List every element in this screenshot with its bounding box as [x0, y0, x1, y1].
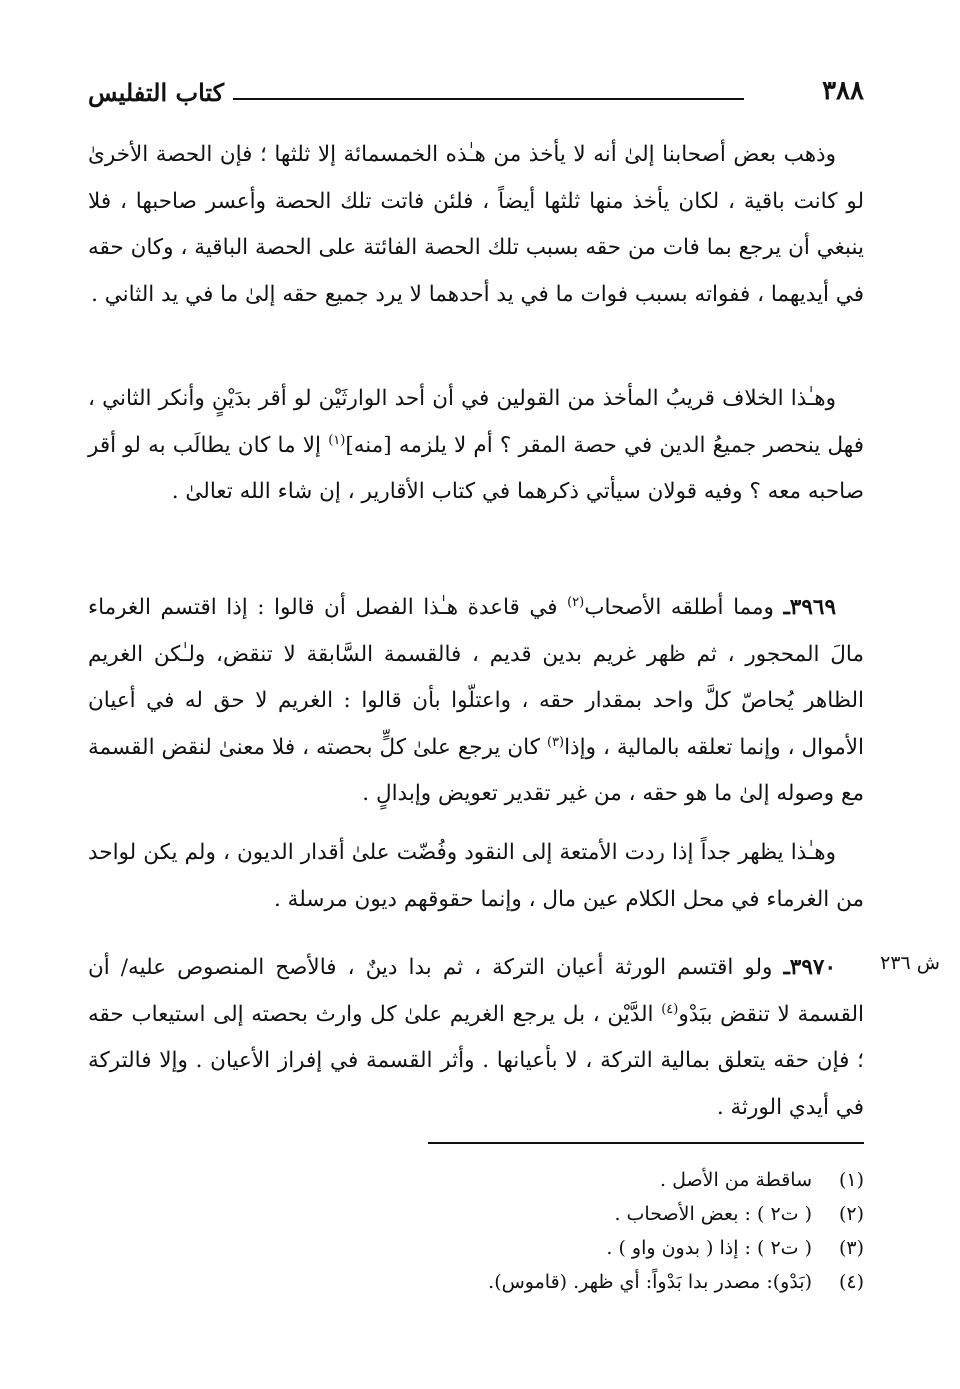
footnote-item	[300, 1231, 864, 1265]
paragraph-text: الدَّيْن ، بل يرجع الغريم علىٰ كل وارث بحصته إلى استيعاب حقه ؛ فإن حقه يتعلق بمالية التركة ، لا بأعيانها . وأثر القسمة في إفراز الأعيان . وإلا فالتركة في أيدي الورثة .	[88, 1001, 864, 1120]
footnote-number: (٤)	[838, 1271, 864, 1293]
footnote-text: ( ت٢ ) : بعض الأصحاب .	[614, 1203, 812, 1225]
paragraph-text: ومما أطلقه الأصحاب	[584, 595, 784, 620]
paragraph-text: وذهب بعض أصحابنا إلىٰ أنه لا يأخذ من هـٰذه الخمسمائة إلا ثلثها ؛ فإن الحصة الأخرىٰ لو كانت باقية ، لكان يأخذ منها ثلثها أيضاً ، فلئن فاتت تلك الحصة وأعسر صاحبها ، فلا ينبغي أن يرجع بما فات من حقه بسبب تلك الحصة الفائتة على الحصة الباقية ، وكان حقه في أيديهما ، ففواته بسبب فوات ما في يد أحدهما لا يرد جميع حقه إلىٰ ما في يد الثاني .	[88, 142, 864, 307]
manuscript-folio-note: ش ٢٣٦	[880, 952, 940, 974]
footnote-separator	[428, 1142, 864, 1144]
paragraph-1	[88, 132, 864, 318]
paragraph-3970	[88, 945, 864, 1131]
paragraph-text: إلا ما كان يطالَب به لو أقر صاحبه معه ؟ وفيه قولان سيأتي ذكرهما في كتاب الأقارير ، إن شاء الله تعالىٰ .	[88, 432, 864, 504]
book-title: كتاب التفليس	[88, 78, 225, 107]
paragraph-text: وهـٰذا الخلاف قريبُ المأخذ من القولين في أن أحد الوارثَيْن لو أقر بدَيْنٍ وأنكر الثاني ، فهل ينحصر جميعُ الدين في حصة المقر ؟ أم لا يلزمه [منه]	[88, 386, 864, 458]
footnotes	[300, 1163, 864, 1299]
footnote-number: (٣)	[838, 1237, 864, 1259]
footnote-item	[300, 1265, 864, 1299]
paragraph-text: كان يرجع علىٰ كلٍّ بحصته ، فلا معنىٰ لنقض القسمة مع وصوله إلىٰ ما هو حقه ، من غير تقدير تعويض وإبدالٍ .	[88, 734, 864, 806]
footnote-ref: (١)	[328, 432, 346, 448]
paragraph-3969	[88, 585, 864, 818]
footnote-text: (بَدْو): مصدر بدا بَدْواً: أي ظهر. (قاموس).	[488, 1271, 812, 1293]
issue-number: ٣٩٧٠ـ	[783, 955, 836, 980]
footnote-item	[300, 1197, 864, 1231]
footnote-ref: (٣)	[546, 734, 565, 750]
issue-number: ٣٩٦٩ـ	[783, 595, 836, 620]
footnote-ref: (٤)	[661, 1001, 679, 1017]
paragraph-2	[88, 376, 864, 516]
header-rule	[233, 98, 744, 100]
footnote-number: (١)	[838, 1169, 864, 1191]
footnote-number: (٢)	[838, 1203, 864, 1225]
running-header	[88, 76, 864, 116]
paragraph-text: ولو اقتسم الورثة أعيان التركة ، ثم بدا دينٌ ، فالأصح المنصوص عليه/ أن القسمة لا تنقض ببَدْو	[88, 955, 864, 1027]
footnote-text: ( ت٢ ) : إذا ( بدون واو ) .	[606, 1237, 812, 1259]
footnote-text: ساقطة من الأصل .	[660, 1169, 812, 1191]
footnote-item	[300, 1163, 864, 1197]
footnote-ref: (٢)	[567, 594, 585, 610]
page-number: ٣٨٨	[822, 76, 864, 106]
paragraph-4	[88, 830, 864, 923]
paragraph-text: في قاعدة هـٰذا الفصل أن قالوا : إذا اقتسم الغرماء مالَ المحجور ، ثم ظهر غريم بدين قديم ، فالقسمة السَّابقة لا تنقض، ولـٰكن الغريم الظاهر يُحاصّ كلَّ واحد بمقدار حقه ، واعتلّوا بأن قالوا : الغريم لا حق له في أعيان الأموال ، وإنما تعلقه بالمالية ، وإذا	[88, 595, 864, 760]
paragraph-text: وهـٰذا يظهر جداً إذا ردت الأمتعة إلى النقود وفُضّت علىٰ أقدار الديون ، ولم يكن لواحد من الغرماء في محل الكلام عين مال ، وإنما حقوقهم ديون مرسلة .	[88, 840, 864, 912]
